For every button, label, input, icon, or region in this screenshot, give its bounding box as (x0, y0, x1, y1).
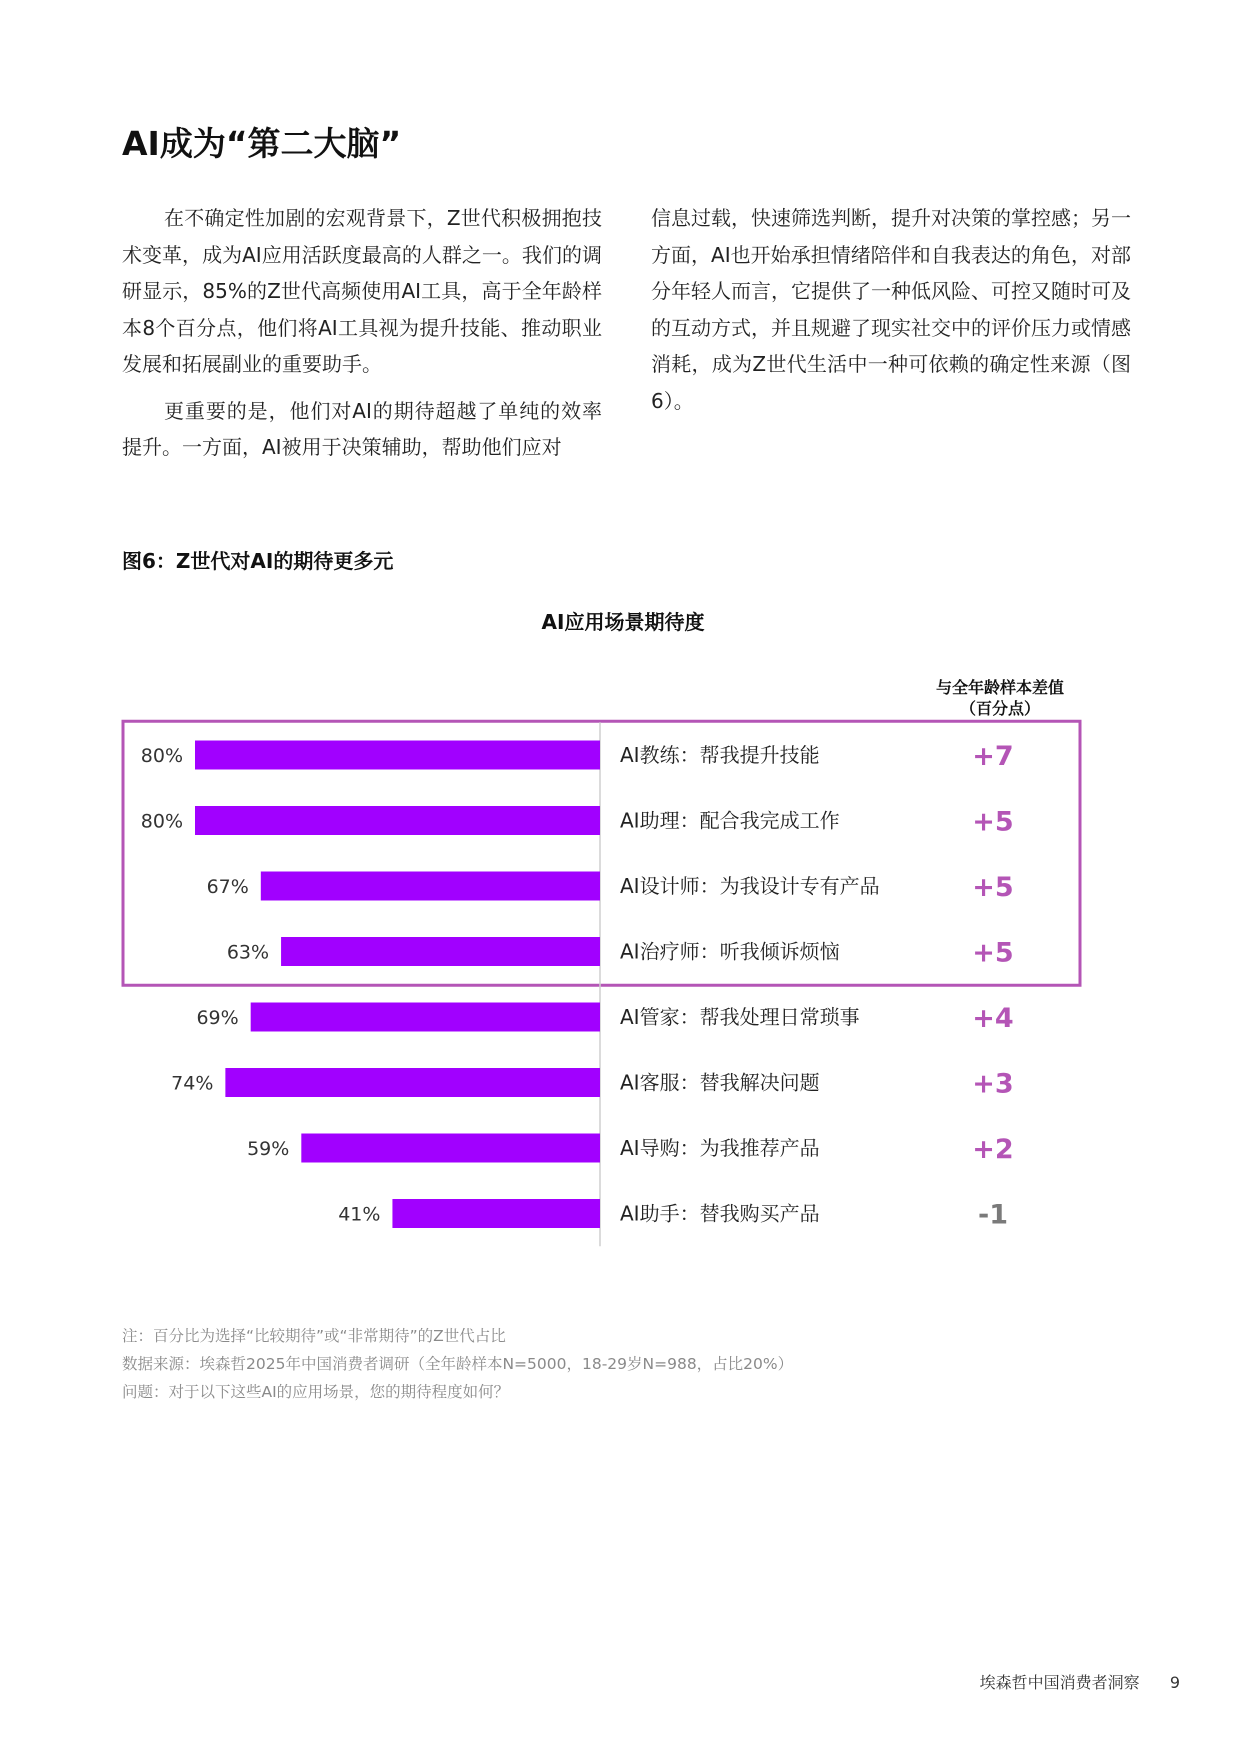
category-label: AI导购：为我推荐产品 (620, 1136, 820, 1160)
page-number: 9 (1169, 1673, 1180, 1692)
bar (195, 806, 600, 835)
note-line: 注：百分比为选择“比较期待”或“非常期待”的Z世代占比 (122, 1327, 506, 1345)
category-label: AI治疗师：听我倾诉烦恼 (620, 939, 840, 964)
category-label: AI教练：帮我提升技能 (620, 743, 820, 767)
difference-label: +5 (972, 872, 1014, 903)
bar-value-label: 67% (206, 876, 249, 898)
body-paragraph: 信息过载，快速筛选判断，提升对决策的掌控感；另一方面，AI也开始承担情绪陪伴和自我表达的角色，对部分年轻人而言，它提供了一种低风险、可控又随时可及的互动方式，并且规避了现实社交中的评价压力或情感消耗，成为Z世代生活中一种可依赖的确定性来源（图6）。 (651, 206, 1131, 413)
bar-value-label: 41% (338, 1203, 381, 1226)
difference-label: +2 (972, 1134, 1014, 1165)
bar-value-label: 59% (247, 1138, 290, 1160)
question-line: 问题：对于以下这些AI的应用场景，您的期待程度如何？ (122, 1383, 510, 1401)
difference-header-unit: （百分点） (959, 699, 1040, 718)
category-label: AI助手：替我购买产品 (620, 1201, 820, 1226)
difference-label: -1 (978, 1199, 1008, 1231)
bar (251, 1003, 600, 1032)
bar-value-label: 63% (226, 941, 270, 964)
difference-label: +4 (972, 1003, 1014, 1034)
page-footer (960, 1670, 1180, 1693)
bar (195, 741, 600, 770)
category-label: AI管家：帮我处理日常琐事 (620, 1005, 860, 1029)
figure-notes (122, 1322, 793, 1406)
bar-value-label: 80% (140, 810, 183, 833)
difference-header-line: 与全年龄样本差值 (935, 678, 1064, 697)
difference-label: +7 (972, 741, 1014, 772)
bar (281, 937, 600, 966)
source-line: 数据来源：埃森哲2025年中国消费者调研（全年龄样本N=5000，18-29岁N=988，占比20%） (122, 1355, 794, 1373)
difference-label: +5 (972, 806, 1014, 838)
body-paragraph: 更重要的是，他们对AI的期待超越了单纯的效率提升。一方面，AI被用于决策辅助，帮助他们应对 (122, 398, 602, 459)
difference-label: +3 (972, 1068, 1014, 1100)
category-label: AI设计师：为我设计专有产品 (620, 874, 880, 898)
figure-title: 图6：Z世代对AI的期待更多元 (122, 549, 394, 573)
bar-value-label: 80% (140, 745, 183, 767)
chart-title: AI应用场景期待度 (541, 610, 705, 634)
bar (261, 872, 600, 901)
publication-name: 埃森哲中国消费者洞察 (979, 1673, 1140, 1692)
category-label: AI助理：配合我完成工作 (620, 808, 840, 833)
bar-value-label: 69% (196, 1007, 239, 1029)
difference-label: +5 (972, 937, 1014, 969)
bar (392, 1199, 600, 1228)
bar (225, 1068, 600, 1097)
page-title: AI成为“第二大脑” (122, 124, 402, 163)
category-label: AI客服：替我解决问题 (620, 1070, 820, 1095)
body-paragraph: 在不确定性加剧的宏观背景下，Z世代积极拥抱技术变革，成为AI应用活跃度最高的人群之一。我们的调研显示，85%的Z世代高频使用AI工具，高于全年龄样本8个百分点，他们将AI工具视为提升技能、推动职业发展和拓展副业的重要助手。 (122, 206, 602, 376)
bar (301, 1134, 600, 1163)
bar-value-label: 74% (171, 1072, 214, 1095)
